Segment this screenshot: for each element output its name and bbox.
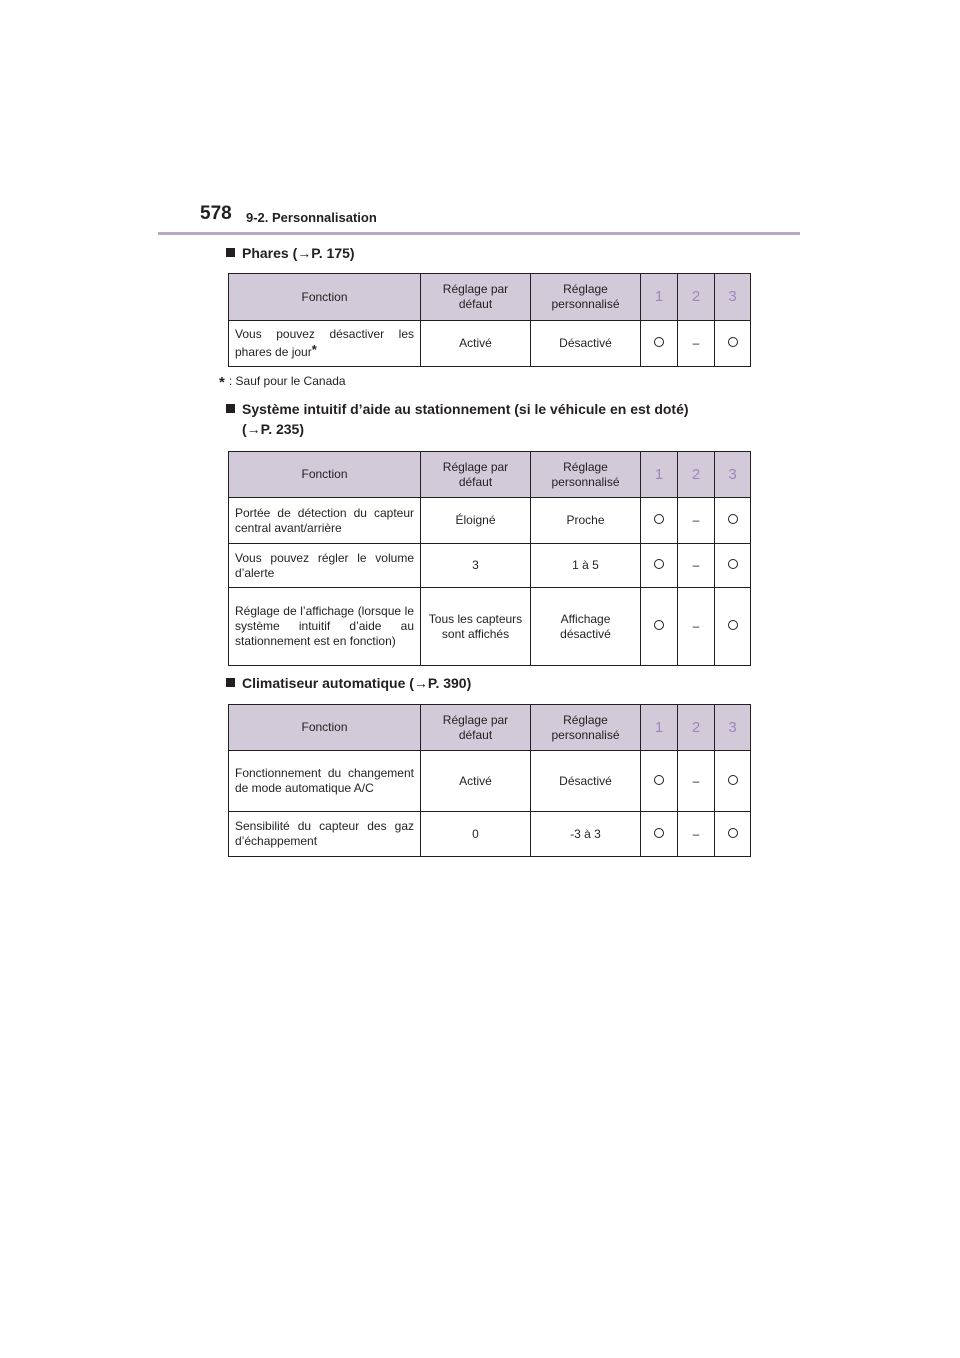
table-row xyxy=(229,544,751,588)
row-default: Activé xyxy=(421,751,531,812)
row-custom: Affichage désactivé xyxy=(531,588,641,666)
row-c3 xyxy=(715,321,751,367)
circle-icon xyxy=(654,775,664,785)
dash-symbol: – xyxy=(692,336,700,350)
dash-symbol: – xyxy=(692,558,700,572)
table-climatiseur xyxy=(228,704,751,857)
col-custom: Réglage personnalisé xyxy=(531,452,641,498)
row-custom: Désactivé xyxy=(531,321,641,367)
table-header-row xyxy=(229,705,751,751)
col-2 xyxy=(678,452,715,498)
heading-phares xyxy=(226,243,355,263)
col-fonction: Fonction xyxy=(229,274,421,321)
bullet-square-icon xyxy=(226,678,235,687)
col-1 xyxy=(641,705,678,751)
bullet-square-icon xyxy=(226,248,235,257)
table-phares xyxy=(228,273,751,367)
number-2-badge: 2 xyxy=(691,718,701,736)
col-3 xyxy=(715,274,751,321)
row-default: 0 xyxy=(421,812,531,857)
section-title: 9-2. Personnalisation xyxy=(246,210,377,225)
col-default: Réglage par défaut xyxy=(421,705,531,751)
col-default: Réglage par défaut xyxy=(421,452,531,498)
dash-symbol: – xyxy=(692,513,700,527)
bullet-square-icon xyxy=(226,404,235,413)
heading-climatiseur-text: Climatiseur automatique (→P. 390) xyxy=(242,675,472,691)
table-header-row xyxy=(229,452,751,498)
col-fonction: Fonction xyxy=(229,452,421,498)
number-3-badge: 3 xyxy=(728,718,737,736)
number-1-badge: 1 xyxy=(654,288,664,305)
circle-icon xyxy=(654,514,664,524)
table-row xyxy=(229,751,751,812)
circle-icon xyxy=(728,337,738,347)
col-custom: Réglage personnalisé xyxy=(531,274,641,321)
circle-icon xyxy=(654,620,664,630)
footnote-marker: * xyxy=(311,342,317,357)
row-c1 xyxy=(641,321,678,367)
heading-phares-text: Phares (→P. 175) xyxy=(242,245,355,261)
row-fonction: Portée de détection du capteur central avant/arrière xyxy=(229,498,421,544)
dash-symbol: – xyxy=(692,826,700,841)
number-1-badge: 1 xyxy=(654,465,664,483)
row-fonction: Sensibilité du capteur des gaz d’échappement xyxy=(229,812,421,857)
number-2-badge: 2 xyxy=(691,288,701,305)
table-header-row xyxy=(229,274,751,321)
number-3-badge: 3 xyxy=(728,465,737,483)
row-default: 3 xyxy=(421,544,531,588)
row-fonction: Réglage de l’affichage (lorsque le système intuitif d’aide au stationnement est en fonction) xyxy=(229,588,421,666)
row-fonction: Fonctionnement du changement de mode automatique A/C xyxy=(229,751,421,812)
circle-icon xyxy=(654,828,664,838)
circle-icon xyxy=(654,337,664,347)
dash-symbol: – xyxy=(692,773,700,788)
circle-icon xyxy=(728,775,738,785)
row-default: Tous les capteurs sont affichés xyxy=(421,588,531,666)
table-row xyxy=(229,321,751,367)
row-fonction: Vous pouvez régler le volume d’alerte xyxy=(229,544,421,588)
row-c2 xyxy=(678,321,715,367)
number-1-badge: 1 xyxy=(654,718,664,736)
heading-stationnement-line2: (→P. 235) xyxy=(242,421,304,437)
circle-icon xyxy=(728,620,738,630)
dash-symbol: – xyxy=(692,619,700,633)
row-custom: 1 à 5 xyxy=(531,544,641,588)
col-2 xyxy=(678,274,715,321)
row-default: Activé xyxy=(421,321,531,367)
circle-icon xyxy=(728,559,738,569)
number-2-badge: 2 xyxy=(691,465,701,483)
table-row xyxy=(229,588,751,666)
header-rule xyxy=(158,232,800,235)
col-fonction: Fonction xyxy=(229,705,421,751)
heading-climatiseur xyxy=(226,673,471,693)
row-custom: Proche xyxy=(531,498,641,544)
footnote-text: : Sauf pour le Canada xyxy=(228,374,346,388)
page-number: 578 xyxy=(200,203,232,224)
table-row xyxy=(229,812,751,857)
col-3 xyxy=(715,452,751,498)
number-3-badge: 3 xyxy=(728,288,737,305)
page-header xyxy=(200,203,800,233)
table-row xyxy=(229,498,751,544)
circle-icon xyxy=(654,559,664,569)
circle-icon xyxy=(728,828,738,838)
col-3 xyxy=(715,705,751,751)
row-custom: -3 à 3 xyxy=(531,812,641,857)
col-default: Réglage par défaut xyxy=(421,274,531,321)
col-1 xyxy=(641,274,678,321)
heading-stationnement-line1: Système intuitif d’aide au stationnement (si le véhicule en est doté) xyxy=(242,401,689,417)
col-1 xyxy=(641,452,678,498)
heading-stationnement xyxy=(226,399,689,439)
row-fonction: Vous pouvez désactiver les phares de jour* xyxy=(229,321,421,367)
row-default: Éloigné xyxy=(421,498,531,544)
row-custom: Désactivé xyxy=(531,751,641,812)
circle-icon xyxy=(728,514,738,524)
col-2 xyxy=(678,705,715,751)
col-custom: Réglage personnalisé xyxy=(531,705,641,751)
footnote xyxy=(219,374,346,391)
table-stationnement xyxy=(228,451,751,666)
footnote-star: * xyxy=(219,374,225,391)
